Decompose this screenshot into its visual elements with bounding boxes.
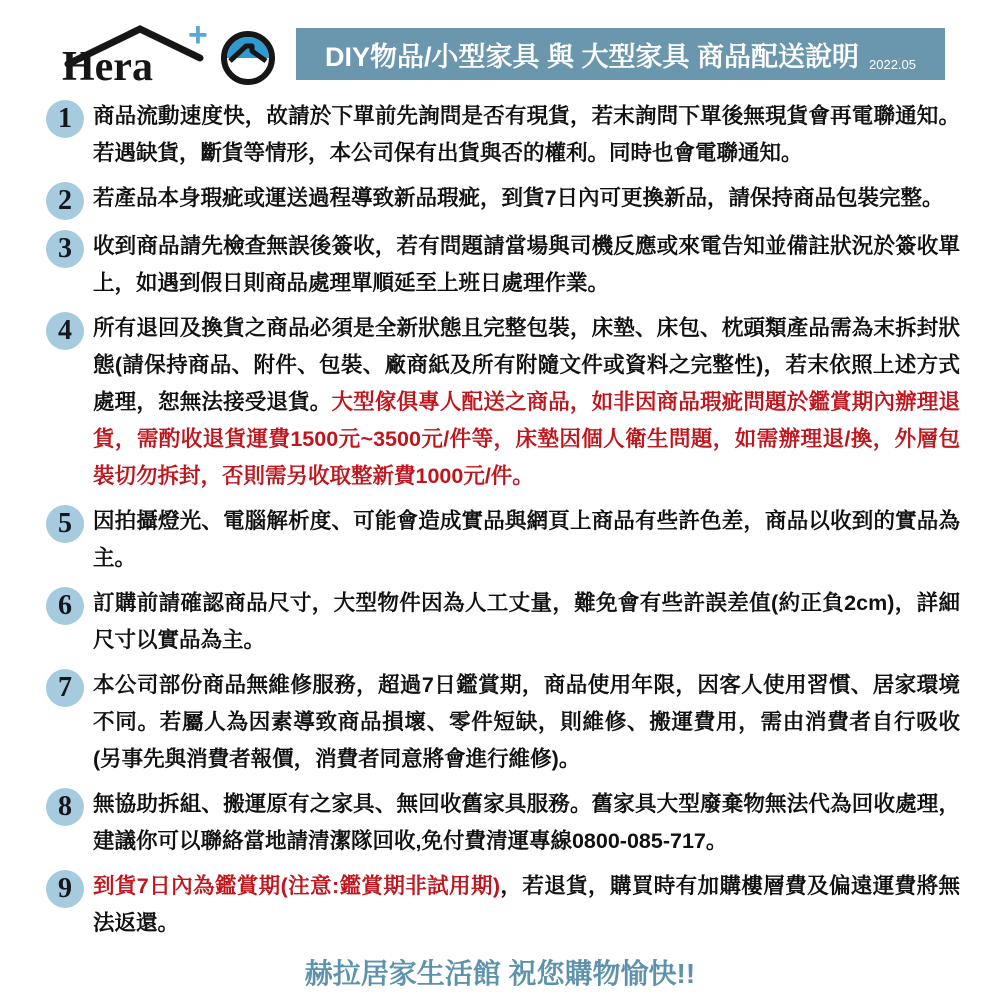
text-segment: 所有退回及換貨之商品必須是全新狀態且完整包裝，床墊、床包、枕頭類產品需為末拆封狀態(請保持商品、附件、包裝、廠商紙及所有附隨文件或資料之完整性)，若末依照上述方式處理，恕無法接受退貨。: [93, 316, 960, 414]
notice-item-4: [46, 310, 960, 495]
item-text: [93, 868, 960, 942]
text-segment: 若產品本身瑕疵或運送過程導致新品瑕疵，到貨7日內可更換新品，請保持商品包裝完整。: [93, 186, 944, 210]
item-number-badge: [46, 587, 84, 625]
hera-logo: [60, 20, 280, 88]
notice-item-7: [46, 667, 960, 778]
item-number-badge: [46, 788, 84, 826]
notice-item-8: [46, 786, 960, 860]
text-segment: 收到商品請先檢查無誤後簽收，若有問題請當場與司機反應或來電告知並備註狀況於簽收單上，如遇到假日則商品處理單順延至上班日處理作業。: [93, 234, 960, 295]
item-text: [93, 585, 960, 659]
banner-title: DIY物品/小型家具 與 大型家具 商品配送說明: [324, 41, 859, 72]
banner-date: 2022.05: [869, 57, 916, 72]
notice-item-6: [46, 585, 960, 659]
item-number-badge: [46, 312, 84, 350]
item-number: 2: [58, 185, 72, 216]
item-number: 7: [58, 672, 72, 703]
text-segment-highlight: 大型傢俱專人配送之商品，如非因商品瑕疵問題於鑑賞期內辦理退貨，需酌收退貨運費1500元~3500元/件等，床墊因個人衛生問題，如需辦理退/換，外層包裝切勿拆封，否則需另收取整新費1000元/件。: [93, 390, 960, 488]
item-text: [93, 503, 960, 577]
item-number: 3: [58, 233, 72, 264]
item-text: [93, 228, 960, 302]
text-segment: 因拍攝燈光、電腦解析度、可能會造成實品與網頁上商品有些許色差，商品以收到的實品為主。: [93, 509, 960, 570]
item-number-badge: [46, 669, 84, 707]
brand-text: Hera: [62, 44, 153, 88]
notice-list: [0, 94, 1000, 950]
item-number-badge: [46, 100, 84, 138]
item-number-badge: [46, 230, 84, 268]
item-number: 4: [58, 315, 72, 346]
text-segment: 無協助拆組、搬運原有之家具、無回收舊家具服務。舊家具大型廢棄物無法代為回收處理，建議你可以聯絡當地請清潔隊回收,免付費清運專線0800-085-717。: [93, 792, 960, 853]
plus-icon: +: [188, 20, 208, 54]
text-segment-highlight: 到貨7日內為鑑賞期(注意:鑑賞期非試用期): [93, 874, 501, 898]
item-text: [93, 786, 960, 860]
item-text: [93, 667, 960, 778]
item-text: [93, 98, 960, 172]
item-number-badge: [46, 870, 84, 908]
item-number: 1: [58, 103, 72, 134]
notice-item-2: [46, 180, 960, 220]
header: [0, 0, 1000, 94]
item-number: 6: [58, 590, 72, 621]
item-text: [93, 310, 960, 495]
item-number-badge: [46, 182, 84, 220]
notice-item-5: [46, 503, 960, 577]
house-circle-icon: [224, 34, 272, 82]
notice-item-1: [46, 98, 960, 172]
item-number: 9: [58, 873, 72, 904]
notice-item-9: [46, 868, 960, 942]
text-segment: 商品流動速度快，故請於下單前先詢問是否有現貨，若末詢問下單後無現貨會再電聯通知。若遇缺貨，斷貨等情形，本公司保有出貨與否的權利。同時也會電聯通知。: [93, 104, 960, 165]
item-number: 8: [58, 791, 72, 822]
banner: [296, 28, 945, 80]
notice-item-3: [46, 228, 960, 302]
text-segment: ，若退貨，購買時有加購樓層費及偏遠運費將無法返還。: [93, 874, 960, 935]
footer-message: 赫拉居家生活館 祝您購物愉快!!: [304, 958, 696, 989]
text-segment: 本公司部份商品無維修服務，超過7日鑑賞期，商品使用年限，因客人使用習慣、居家環境不同。若屬人為因素導致商品損壞、零件短缺，則維修、搬運費用，需由消費者自行吸收(另事先與消費者報價，消費者同意將會進行維修)。: [93, 673, 960, 771]
text-segment: 訂購前請確認商品尺寸，大型物件因為人工丈量，難免會有些許誤差值(約正負2cm)，詳細尺寸以實品為主。: [93, 591, 960, 652]
item-number: 5: [58, 508, 72, 539]
item-text: [93, 180, 943, 217]
item-number-badge: [46, 505, 84, 543]
